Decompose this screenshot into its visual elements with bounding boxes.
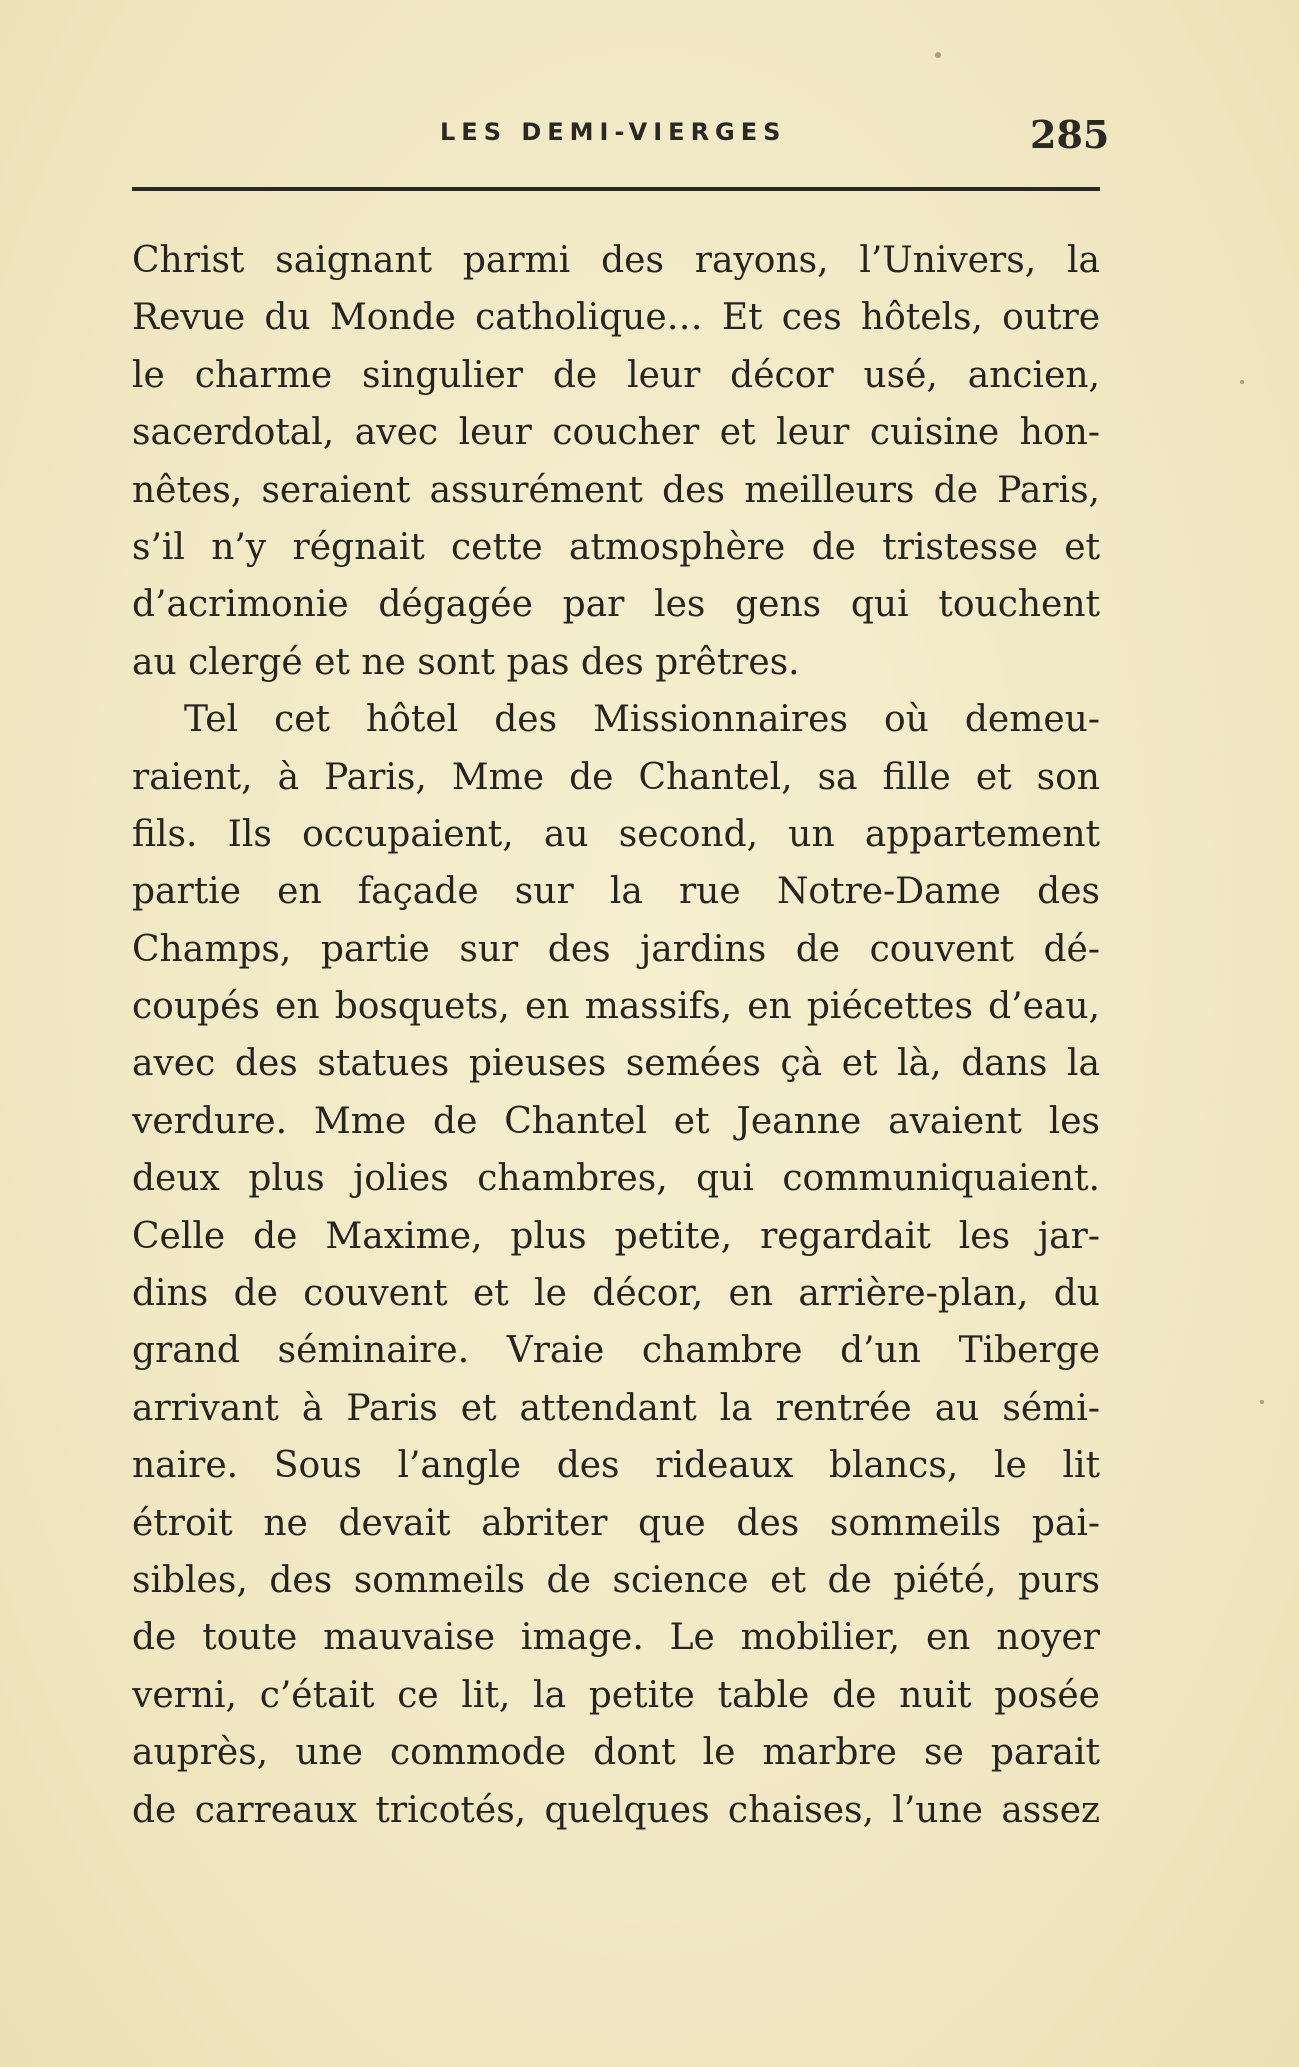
text-line: sacerdotal, avec leur coucher et leur cuisine hon- — [132, 412, 1100, 454]
text-line: sibles, des sommeils de science et de piété, purs — [132, 1559, 1100, 1601]
text-line: verni, c’était ce lit, la petite table de nuit posée — [132, 1674, 1100, 1716]
paper-speck — [1240, 380, 1244, 384]
text-line: coupés en bosquets, en massifs, en piécettes d’eau, — [132, 986, 1100, 1028]
text-line: de carreaux tricotés, quelques chaises, l’une assez — [132, 1789, 1100, 1831]
text-line: Christ saignant parmi des rayons, l’Univers, la — [132, 240, 1100, 281]
text-line: d’acrimonie dégagée par les gens qui touchent — [132, 584, 1100, 626]
text-line: le charme singulier de leur décor usé, ancien, — [132, 354, 1100, 396]
text-line: fils. Ils occupaient, au second, un appartement — [132, 813, 1100, 855]
text-line: nêtes, seraient assurément des meilleurs de Paris, — [132, 469, 1100, 511]
text-line: verdure. Mme de Chantel et Jeanne avaient les — [132, 1100, 1100, 1142]
text-line: avec des statues pieuses semées çà et là, dans la — [132, 1043, 1100, 1085]
page-number: 285 — [1030, 112, 1110, 157]
text-line: Tel cet hôtel des Missionnaires où demeu- — [184, 699, 1100, 741]
paper-speck — [935, 52, 941, 58]
paper-speck — [1260, 1400, 1264, 1404]
text-line: s’il n’y régnait cette atmosphère de tristesse et — [132, 526, 1100, 568]
body-text — [132, 232, 1100, 1839]
text-line: naire. Sous l’angle des rideaux blancs, le lit — [132, 1445, 1100, 1487]
text-line: étroit ne devait abriter que des sommeils pai- — [132, 1502, 1100, 1544]
text-line: dins de couvent et le décor, en arrière-plan, du — [132, 1273, 1100, 1315]
text-line: auprès, une commode dont le marbre se parait — [132, 1732, 1100, 1774]
running-title: LES DEMI-VIERGES — [440, 118, 787, 146]
header-rule — [132, 187, 1100, 191]
text-line: Champs, partie sur des jardins de couvent dé- — [132, 928, 1100, 970]
text-line: au clergé et ne sont pas des prêtres. — [132, 641, 800, 683]
text-line: deux plus jolies chambres, qui communiquaient. — [132, 1158, 1100, 1200]
text-line: grand séminaire. Vraie chambre d’un Tiberge — [132, 1330, 1100, 1372]
text-line: arrivant à Paris et attendant la rentrée au sémi- — [132, 1387, 1100, 1429]
text-line: Celle de Maxime, plus petite, regardait les jar- — [132, 1215, 1100, 1257]
text-line: partie en façade sur la rue Notre-Dame des — [132, 871, 1100, 913]
text-line: raient, à Paris, Mme de Chantel, sa fille et son — [132, 756, 1100, 798]
text-line: de toute mauvaise image. Le mobilier, en noyer — [132, 1617, 1100, 1659]
text-line: Revue du Monde catholique… Et ces hôtels, outre — [132, 297, 1100, 339]
